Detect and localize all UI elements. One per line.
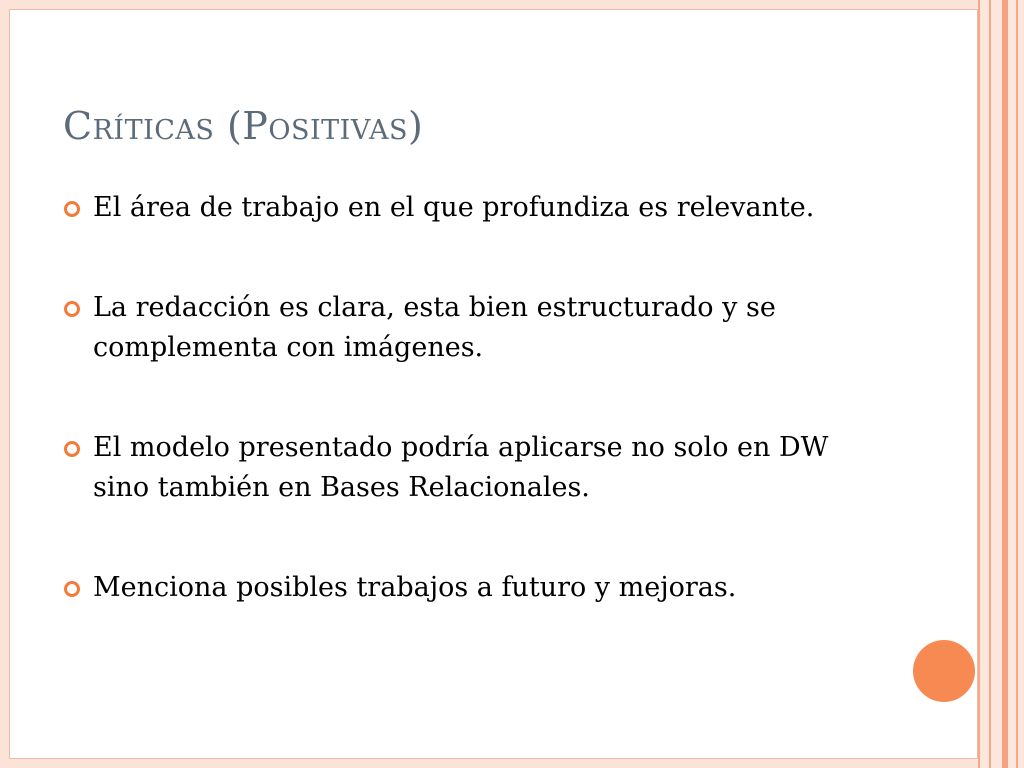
circle-bullet-icon	[64, 201, 80, 217]
bullet-item	[64, 188, 884, 228]
decorative-stripes	[978, 0, 1024, 768]
bullet-item	[64, 288, 884, 368]
bullet-list	[64, 188, 884, 668]
bullet-item	[64, 428, 884, 508]
bullet-text: El área de trabajo en el que profundiza es relevante.	[93, 192, 815, 223]
decorative-circle	[913, 640, 975, 702]
bullet-text: La redacción es clara, esta bien estructurado y se complementa con imágenes.	[93, 292, 776, 363]
bullet-item	[64, 568, 884, 608]
bullet-text: Menciona posibles trabajos a futuro y mejoras.	[93, 572, 737, 603]
stripe	[989, 0, 991, 768]
circle-bullet-icon	[64, 441, 80, 457]
stripe	[978, 0, 980, 768]
slide-title: Críticas (Positivas)	[63, 104, 424, 148]
stripe	[1016, 0, 1018, 768]
stripe	[1002, 0, 1008, 768]
circle-bullet-icon	[64, 301, 80, 317]
circle-bullet-icon	[64, 581, 80, 597]
bullet-text: El modelo presentado podría aplicarse no solo en DW sino también en Bases Relacionales.	[93, 432, 829, 503]
